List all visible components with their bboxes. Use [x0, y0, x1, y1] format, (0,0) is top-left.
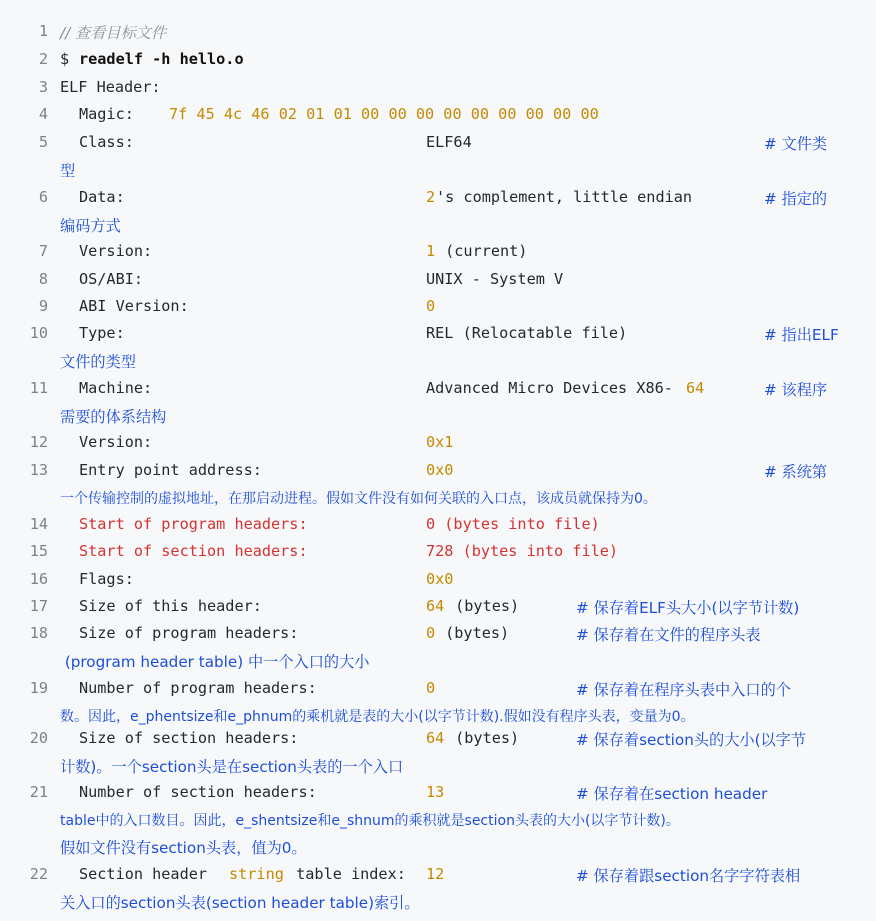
- field-value-number: 64: [426, 597, 445, 615]
- code-comment: # 指定的: [764, 190, 828, 208]
- field-value: 728 (bytes into file): [426, 542, 619, 560]
- code-comment: 编码方式: [60, 217, 121, 235]
- field-value-number: 2: [426, 188, 436, 206]
- field-value-number: 0: [426, 297, 436, 315]
- field-value-number: 0x0: [426, 570, 454, 588]
- code-comment: # 保存着在程序头表中入口的个: [576, 681, 791, 699]
- line-number: 15: [29, 542, 48, 560]
- field-value: Advanced Micro Devices X86-: [426, 379, 673, 397]
- line-number: 10: [29, 324, 48, 342]
- code-comment: # 保存着ELF头大小(以字节计数): [576, 599, 800, 617]
- line-number: 20: [29, 729, 48, 747]
- code-comment: 型: [60, 162, 76, 180]
- code-comment: 文件的类型: [60, 353, 136, 371]
- code-comment: # 文件类: [764, 135, 828, 153]
- code-comment: # 该程序: [764, 381, 828, 399]
- field-label: Class:: [79, 133, 134, 151]
- field-label: Start of program headers:: [79, 515, 308, 533]
- line-number: 11: [29, 379, 48, 397]
- field-label: Section header: [79, 865, 217, 883]
- field-label: Size of section headers:: [79, 729, 299, 747]
- code-text: ELF Header:: [60, 78, 161, 96]
- code-comment: 需要的体系结构: [60, 408, 167, 426]
- line-number: 16: [29, 570, 48, 588]
- code-comment: 数。因此，e_phentsize和e_phnum的乘机就是表的大小(以字节计数).假如没有程序头表，变量为0。: [60, 709, 695, 725]
- field-value: (bytes): [446, 729, 520, 747]
- line-number: 4: [38, 105, 48, 123]
- field-value: (bytes): [446, 597, 520, 615]
- code-comment: # 系统第: [764, 463, 828, 481]
- line-number: 2: [38, 50, 48, 68]
- field-label: OS/ABI:: [79, 270, 144, 288]
- field-value-number: 12: [426, 865, 445, 883]
- code-comment: # 保存着在section header: [576, 785, 768, 803]
- line-number: 18: [29, 624, 48, 642]
- code-comment: // 查看目标文件: [60, 24, 167, 42]
- field-value: REL (Relocatable file): [426, 324, 628, 342]
- code-comment: 一个传输控制的虚拟地址，在那启动进程。假如文件没有如何关联的入口点，该成员就保持为0。: [60, 491, 657, 507]
- field-label: Type:: [79, 324, 125, 342]
- line-number: 12: [29, 433, 48, 451]
- line-number: 19: [29, 679, 48, 697]
- field-label: Size of program headers:: [79, 624, 299, 642]
- field-label: Number of section headers:: [79, 783, 317, 801]
- field-value-number: 1: [426, 242, 436, 260]
- field-value: (current): [436, 242, 528, 260]
- line-number: 22: [29, 865, 48, 883]
- code-comment: # 保存着跟section名字字符表相: [576, 867, 801, 885]
- field-value: ELF64: [426, 133, 472, 151]
- field-label: Data:: [79, 188, 125, 206]
- code-comment: 计数)。一个section头是在section头表的一个入口: [60, 758, 404, 776]
- code-comment: # 指出ELF: [764, 326, 839, 344]
- field-label: table index:: [287, 865, 406, 883]
- field-value-number: 64: [426, 729, 445, 747]
- code-comment: 假如文件没有section头表，值为0。: [60, 839, 307, 857]
- line-number: 21: [29, 783, 48, 801]
- code-comment: 关入口的section头表(section header table)索引。: [60, 894, 420, 912]
- field-value: 0 (bytes into file): [426, 515, 600, 533]
- field-value-number: 0: [426, 624, 436, 642]
- field-label: Flags:: [79, 570, 134, 588]
- field-value-number: 0x0: [426, 461, 454, 479]
- field-label: Start of section headers:: [79, 542, 308, 560]
- code-comment: table中的入口数目。因此，e_shentsize和e_shnum的乘积就是section头表的大小(以字节计数)。: [60, 813, 680, 829]
- field-label: Entry point address:: [79, 461, 262, 479]
- field-label: Machine:: [79, 379, 153, 397]
- line-number: 17: [29, 597, 48, 615]
- line-number: 7: [38, 242, 48, 260]
- line-number: 6: [38, 188, 48, 206]
- field-label: Number of program headers:: [79, 679, 317, 697]
- line-number: 14: [29, 515, 48, 533]
- code-comment: # 保存着section头的大小(以字节: [576, 731, 807, 749]
- field-label: ABI Version:: [79, 297, 189, 315]
- line-number: 3: [38, 78, 48, 96]
- field-label: Magic:: [79, 105, 134, 123]
- code-comment: (program header table) 中一个入口的大小: [60, 653, 370, 671]
- line-number: 1: [38, 22, 48, 40]
- field-value: (bytes): [436, 624, 510, 642]
- shell-command: readelf -h hello.o: [79, 50, 244, 68]
- field-label: Version:: [79, 242, 153, 260]
- line-number: 9: [38, 297, 48, 315]
- field-value: 's complement, little endian: [436, 188, 693, 206]
- line-number: 13: [29, 461, 48, 479]
- field-label: Version:: [79, 433, 153, 451]
- field-value-number: 64: [686, 379, 705, 397]
- field-value-number: 0x1: [426, 433, 454, 451]
- field-value-number: 13: [426, 783, 445, 801]
- field-label-keyword: string: [229, 865, 284, 883]
- field-value: UNIX - System V: [426, 270, 564, 288]
- shell-prompt: $: [60, 50, 70, 68]
- field-value: 7f 45 4c 46 02 01 01 00 00 00 00 00 00 00 00 00: [169, 105, 599, 123]
- field-value-number: 0: [426, 679, 436, 697]
- code-comment: # 保存着在文件的程序头表: [576, 626, 761, 644]
- field-label: Size of this header:: [79, 597, 262, 615]
- line-number: 5: [38, 133, 48, 151]
- line-number: 8: [38, 270, 48, 288]
